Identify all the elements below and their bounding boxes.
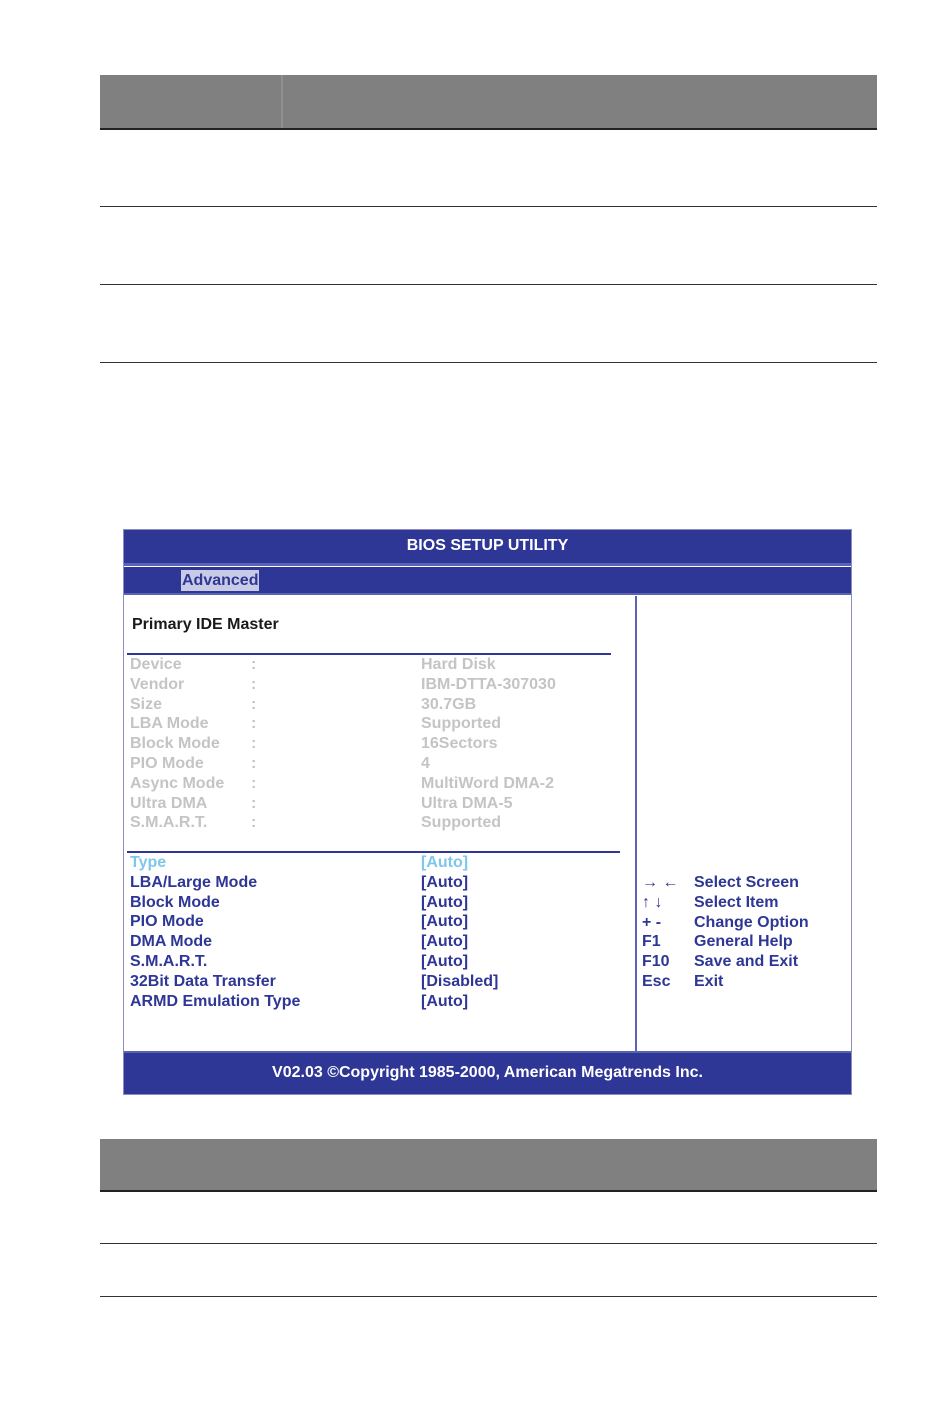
top-table-row — [100, 208, 877, 285]
info-colon: : — [251, 774, 257, 792]
info-colon: : — [251, 715, 257, 733]
section-title-rule — [127, 653, 611, 655]
info-colon: : — [251, 656, 257, 673]
bios-tab-bar — [124, 567, 851, 595]
info-value: Hard Disk — [421, 656, 496, 673]
setting-label: Block Mode — [130, 893, 220, 911]
help-description: Save and Exit — [694, 953, 799, 971]
info-value: 4 — [421, 755, 430, 772]
help-key: F10 — [642, 953, 670, 971]
setting-value[interactable]: [Auto] — [421, 854, 469, 871]
info-colon: : — [251, 755, 257, 772]
info-label: Ultra DMA — [130, 794, 208, 812]
setting-label: PIO Mode — [130, 913, 204, 931]
setting-label: S.M.A.R.T. — [130, 953, 208, 970]
setting-value[interactable]: [Disabled] — [421, 972, 499, 990]
bottom-table-header — [100, 1139, 877, 1192]
setting-value[interactable]: [Auto] — [421, 933, 469, 951]
top-table-row — [100, 130, 877, 207]
section-title: Primary IDE Master — [132, 616, 279, 633]
info-colon: : — [251, 735, 257, 753]
bottom-doc-table — [100, 1139, 877, 1298]
info-colon: : — [251, 695, 257, 713]
setting-value[interactable]: [Auto] — [421, 913, 469, 931]
setting-label: 32Bit Data Transfer — [130, 972, 276, 990]
info-value: Ultra DMA-5 — [421, 794, 513, 812]
help-key: ↑ ↓ — [642, 893, 663, 911]
bios-setup-window — [123, 529, 852, 1095]
info-label: Block Mode — [130, 735, 220, 753]
help-pane — [637, 596, 851, 1051]
info-label: S.M.A.R.T. — [130, 814, 208, 832]
help-description: General Help — [694, 933, 793, 951]
top-table-header — [100, 75, 877, 130]
info-value: MultiWord DMA-2 — [421, 774, 555, 792]
setting-value[interactable]: [Auto] — [421, 873, 469, 891]
setting-value[interactable]: [Auto] — [421, 953, 469, 970]
help-key: Esc — [642, 973, 671, 990]
setting-value[interactable]: [Auto] — [421, 893, 469, 911]
setting-value[interactable]: [Auto] — [421, 992, 469, 1010]
info-colon: : — [251, 794, 257, 812]
bios-title: BIOS SETUP UTILITY — [406, 537, 569, 554]
header-column-divider — [281, 75, 283, 128]
settings-rule — [127, 851, 620, 853]
info-value: IBM-DTTA-307030 — [421, 675, 556, 693]
info-label: Vendor — [130, 675, 185, 693]
help-key: F1 — [642, 933, 661, 951]
bottom-table-row — [100, 1245, 877, 1297]
help-description: Select Item — [694, 893, 779, 911]
setting-label: DMA Mode — [130, 933, 213, 951]
help-description: Exit — [694, 973, 724, 990]
settings-pane — [124, 596, 635, 1051]
setting-label: LBA/Large Mode — [130, 873, 258, 891]
help-key: + - — [642, 913, 662, 931]
help-description: Select Screen — [694, 874, 799, 891]
info-colon: : — [251, 814, 257, 832]
info-label: Size — [130, 695, 163, 713]
top-doc-table — [100, 75, 877, 363]
info-value: Supported — [421, 814, 501, 832]
info-label: Device — [130, 656, 182, 673]
info-label: PIO Mode — [130, 755, 204, 772]
bios-title-bar — [124, 530, 851, 566]
info-value: 16Sectors — [421, 735, 498, 753]
copyright-text: V02.03 ©Copyright 1985-2000, American Megatrends Inc. — [272, 1064, 703, 1081]
info-label: Async Mode — [130, 774, 225, 792]
tab-advanced[interactable]: Advanced — [182, 572, 259, 589]
help-key: → ← — [642, 874, 679, 891]
top-table-row — [100, 286, 877, 363]
info-colon: : — [251, 675, 257, 693]
info-value: 30.7GB — [421, 695, 477, 713]
bottom-table-row — [100, 1192, 877, 1244]
info-label: LBA Mode — [130, 715, 209, 733]
info-value: Supported — [421, 715, 501, 733]
setting-label: ARMD Emulation Type — [130, 992, 301, 1010]
help-description: Change Option — [694, 913, 809, 931]
bios-footer — [124, 1051, 851, 1094]
setting-label: Type — [130, 854, 167, 871]
